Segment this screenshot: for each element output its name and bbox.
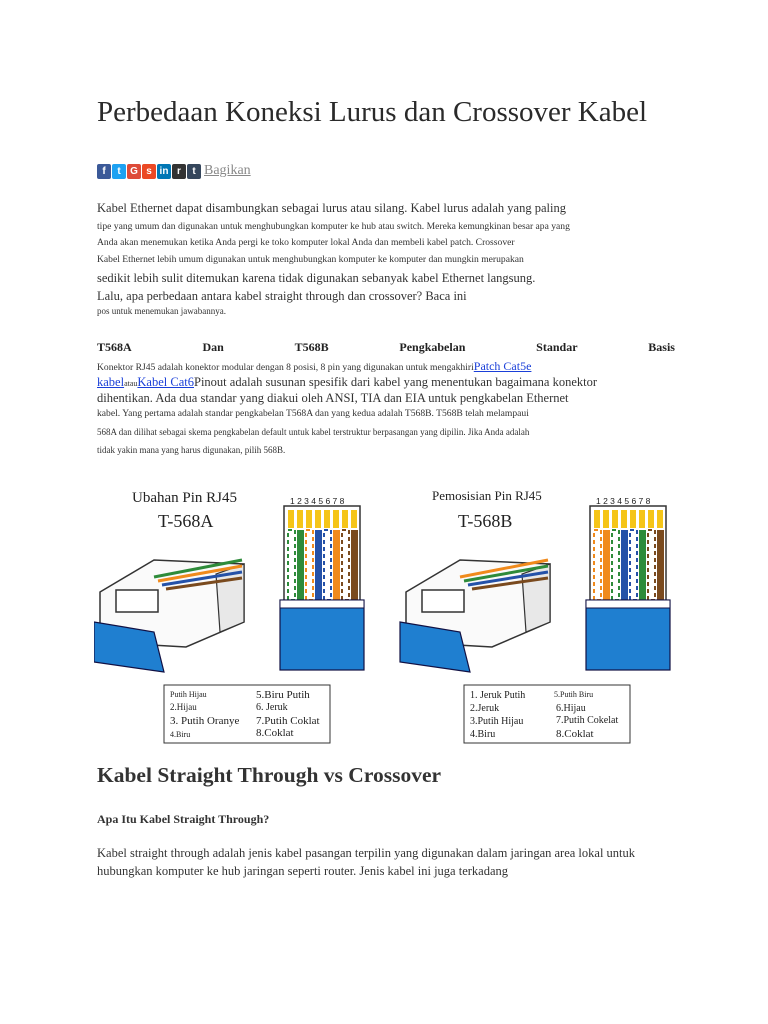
kabel-cat6-link[interactable]: Kabel Cat6 [137, 375, 194, 389]
share-bar [97, 163, 251, 179]
body-text: Konektor RJ45 adalah konektor modular dengan 8 posisi, 8 pin yang digunakan untuk mengakhiri [97, 362, 474, 373]
body-line-4: kabel. Yang pertama adalah standar pengkabelan T568A dan yang kedua adalah T568B. T568B telah melampaui [97, 408, 529, 419]
pin-numbers-a: 1 2 3 4 5 6 7 8 [290, 496, 345, 506]
legend-a-item: 6. Jeruk [256, 702, 288, 713]
section-heading: Kabel Straight Through vs Crossover [97, 763, 442, 787]
linkedin-icon[interactable]: in [157, 164, 171, 179]
body-line-2 [97, 375, 597, 390]
legend-b-item: 5.Putih Biru [554, 690, 594, 699]
pin-numbers-b: 1 2 3 4 5 6 7 8 [596, 496, 651, 506]
t568b-subtitle: T-568B [458, 511, 513, 531]
cable-jacket-a2 [280, 600, 364, 670]
rj45-pinout-figure [94, 482, 682, 746]
intro-line-6: Lalu, apa perbedaan antara kabel straight through dan crossover? Baca ini [97, 289, 467, 303]
section-header-row [97, 340, 675, 355]
tumblr-icon[interactable]: t [187, 164, 201, 179]
legend-a-item: 2.Hijau [170, 702, 197, 712]
google-plus-icon[interactable]: G [127, 164, 141, 179]
t568a-title: Ubahan Pin RJ45 [132, 490, 237, 506]
wires-a [288, 530, 358, 600]
section-header-word: Pengkabelan [399, 340, 466, 354]
legend-a-item: 7.Putih Coklat [256, 715, 320, 727]
wires-b [594, 530, 664, 600]
atau-text: atau [124, 379, 138, 388]
body-line-3: dihentikan. Ada dua standar yang diakui oleh ANSI, TIA dan EIA untuk pengkabelan Ethernet [97, 391, 569, 405]
t568b-panel [400, 488, 670, 743]
section-header-word: T568B [294, 340, 329, 354]
legend-a-item: 4.Biru [170, 730, 191, 739]
legend-a-item: Putih Hijau [170, 690, 207, 699]
legend-a-item: 8.Coklat [256, 727, 294, 739]
legend-b-item: 4.Biru [470, 729, 496, 740]
legend-b-item: 2.Jeruk [470, 703, 500, 714]
legend-b-item: 8.Coklat [556, 728, 594, 740]
twitter-icon[interactable]: t [112, 164, 126, 179]
kabel-link[interactable]: kabel [97, 375, 125, 389]
share-link[interactable]: Bagikan [204, 163, 251, 178]
intro-line-5: sedikit lebih sulit ditemukan karena tidak digunakan sebanyak kabel Ethernet langsung. [97, 271, 536, 285]
t568a-panel [94, 490, 364, 743]
intro-line-2: tipe yang umum dan digunakan untuk menghubungkan komputer ke hub atau switch. Mereka kemungkinan besar apa yang [97, 221, 570, 232]
section-header-word: T568A [97, 340, 132, 354]
legend-a-item: 5.Biru Putih [256, 689, 310, 701]
stumbleupon-icon[interactable]: s [142, 164, 156, 179]
legend-b-item: 3.Putih Hijau [470, 716, 524, 727]
body-line-1 [97, 359, 531, 374]
article-title: Perbedaan Koneksi Lurus dan Crossover Kabel [97, 96, 648, 128]
facebook-icon[interactable]: f [97, 164, 111, 179]
legend-b-item: 6.Hijau [556, 703, 586, 714]
section-header-word: Standar [536, 340, 578, 354]
legend-a-item: 3. Putih Oranye [170, 715, 240, 727]
intro-line-4: Kabel Ethernet lebih umum digunakan untuk menghubungkan komputer ke komputer dan mungkin merupakan [97, 254, 524, 265]
legend-b-item: 7.Putih Cokelat [556, 715, 619, 726]
body-text: Pinout adalah susunan spesifik dari kabel yang menentukan bagaimana konektor [194, 375, 598, 389]
intro-line-1: Kabel Ethernet dapat disambungkan sebagai lurus atau silang. Kabel lurus adalah yang paling [97, 201, 566, 215]
patch-cat5e-link[interactable]: Patch Cat5e [473, 359, 532, 373]
closing-line-2: hubungkan komputer ke hub jaringan seperti router. Jenis kabel ini juga terkadang [97, 864, 508, 878]
section-header-word: Dan [202, 340, 224, 354]
body-line-5: 568A dan dilihat sebagai skema pengkabelan default untuk kabel terstruktur berpasangan yang dipilin. Jika Anda adalah [97, 427, 530, 437]
intro-line-3: Anda akan menemukan ketika Anda pergi ke toko komputer lokal Anda dan membeli kabel patch. Crossover [97, 237, 515, 248]
intro-line-7: pos untuk menemukan jawabannya. [97, 306, 226, 316]
cable-jacket-b2 [586, 600, 670, 670]
sub-heading: Apa Itu Kabel Straight Through? [97, 812, 270, 826]
closing-line-1: Kabel straight through adalah jenis kabel pasangan terpilin yang digunakan dalam jaringan area lokal untuk [97, 846, 636, 860]
body-line-6: tidak yakin mana yang harus digunakan, pilih 568B. [97, 445, 286, 455]
reddit-icon[interactable]: r [172, 164, 186, 179]
t568a-subtitle: T-568A [158, 511, 214, 531]
t568b-title: Pemosisian Pin RJ45 [432, 488, 542, 503]
legend-b-item: 1. Jeruk Putih [470, 690, 526, 701]
section-header-word: Basis [648, 340, 675, 354]
